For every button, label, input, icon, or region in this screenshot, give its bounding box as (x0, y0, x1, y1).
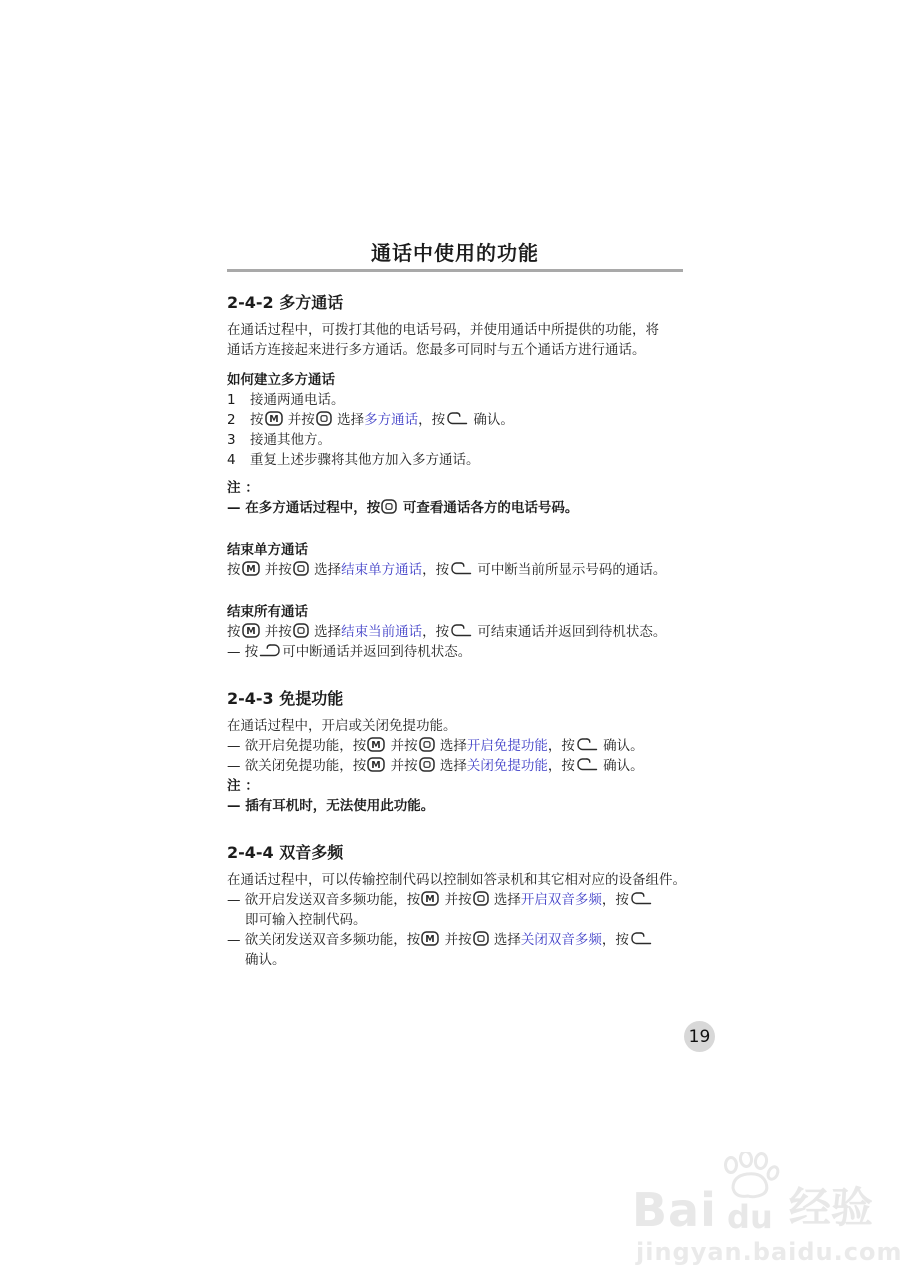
text-run: 可结束通话并返回到待机状态。 (473, 624, 667, 640)
left-softkey-icon (629, 890, 653, 910)
text-line (227, 560, 683, 580)
text-run: — 欲开启发送双音多频功能，按 (227, 892, 421, 908)
text-run: ，按 (547, 738, 575, 754)
text-run: ，按 (422, 562, 450, 578)
text-run: 确认。 (469, 412, 514, 428)
svg-text:M: M (371, 740, 382, 752)
text-run: 选择 (435, 738, 467, 754)
left-softkey-icon (575, 736, 599, 756)
manual-page-content (227, 240, 686, 970)
menu-key-icon (420, 890, 440, 910)
page-number-badge (684, 1021, 715, 1052)
text-run: 即可输入控制代码。 (245, 912, 367, 928)
text-run: 并按 (260, 562, 292, 578)
text-run: 按 (227, 624, 241, 640)
text-run: 可中断通话并返回到待机状态。 (282, 644, 472, 660)
svg-text:M: M (371, 760, 382, 772)
step-number: 2 (227, 412, 236, 428)
step-text (250, 390, 345, 410)
left-softkey-icon (449, 560, 473, 580)
note-label: 注 ： (227, 480, 259, 496)
text-line (227, 340, 683, 360)
step-number: 1 (227, 392, 236, 408)
step-item (227, 410, 683, 430)
step-number: 4 (227, 452, 236, 468)
text-run: 按 (227, 562, 241, 578)
text-line (227, 736, 683, 756)
text-run: — 欲关闭发送双音多频功能，按 (227, 932, 421, 948)
menu-option-ref: 多方通话 (364, 412, 419, 428)
step-item (227, 390, 683, 410)
step-item (227, 450, 683, 470)
text-run: — 按 (227, 644, 259, 660)
text-line (227, 642, 683, 662)
step-number: 3 (227, 432, 236, 448)
left-softkey-icon (445, 410, 469, 430)
subheading-end-single: 结束单方通话 (227, 542, 308, 558)
text-run: 在通话过程中，开启或关闭免提功能。 (227, 718, 457, 734)
text-line (227, 756, 683, 776)
nav-key-icon (472, 890, 490, 910)
text-run: 选择 (435, 758, 467, 774)
menu-key-icon (366, 756, 386, 776)
nav-key-icon (418, 756, 436, 776)
text-line (227, 930, 683, 950)
svg-text:M: M (425, 894, 436, 906)
nav-key-icon (292, 622, 310, 642)
text-run: 通话方连接起来进行多方通话。您最多可同时与五个通话方进行通话。 (227, 342, 646, 358)
text-run: 可查看通话各方的电话号码。 (398, 500, 579, 516)
text-run: 选择 (309, 562, 342, 578)
subheading-end-all: 结束所有通话 (227, 604, 308, 620)
text-run: ，按 (601, 932, 629, 948)
menu-option-ref: 关闭免提功能 (466, 758, 548, 774)
text-run: 按 (250, 412, 264, 428)
nav-key-icon (292, 560, 310, 580)
watermark-jingyan-text: 经验 (788, 1183, 873, 1232)
text-run: — 在多方通话过程中，按 (227, 500, 381, 516)
subheading-how-to: 如何建立多方通话 (227, 372, 335, 388)
text-run: — 欲关闭免提功能，按 (227, 758, 367, 774)
text-line-continuation (227, 910, 683, 930)
text-run: ，按 (601, 892, 629, 908)
paw-icon (719, 1152, 781, 1204)
text-run: 并按 (440, 932, 472, 948)
title-rule (227, 269, 683, 272)
text-run: ，按 (547, 758, 575, 774)
menu-key-icon (241, 560, 261, 580)
page-title: 通话中使用的功能 (371, 241, 539, 265)
text-run: 接通两通电话。 (250, 392, 345, 408)
svg-text:M: M (268, 414, 279, 426)
menu-key-icon (264, 410, 284, 430)
menu-option-ref: 开启免提功能 (466, 738, 548, 754)
text-run: 可中断当前所显示号码的通话。 (473, 562, 667, 578)
step-text (250, 430, 331, 450)
note-label: 注 ： (227, 778, 259, 794)
svg-text:M: M (245, 626, 256, 638)
text-run: 接通其他方。 (250, 432, 331, 448)
text-run: 选择 (332, 412, 365, 428)
nav-key-icon (380, 498, 398, 518)
svg-text:M: M (245, 564, 256, 576)
text-run: 选择 (309, 624, 342, 640)
text-run: 在通话过程中，可拨打其他的电话号码，并使用通话中所提供的功能，将 (227, 322, 659, 338)
nav-key-icon (315, 410, 333, 430)
text-run: 重复上述步骤将其他方加入多方通话。 (250, 452, 480, 468)
text-run: — 插有耳机时，无法使用此功能。 (227, 798, 435, 814)
left-softkey-icon (575, 756, 599, 776)
nav-key-icon (472, 930, 490, 950)
text-line (227, 716, 683, 736)
text-run: ，按 (422, 624, 450, 640)
menu-key-icon (420, 930, 440, 950)
text-run: 确认。 (245, 952, 286, 968)
menu-option-ref: 关闭双音多频 (520, 932, 602, 948)
note-line (227, 796, 683, 816)
text-run: 并按 (386, 758, 418, 774)
text-line (227, 890, 683, 910)
text-run: — 欲开启免提功能，按 (227, 738, 367, 754)
text-run: 并按 (283, 412, 315, 428)
text-line (227, 870, 686, 890)
step-text (250, 410, 514, 430)
text-run: 确认。 (598, 738, 644, 754)
page-number: 19 (688, 1026, 711, 1047)
text-run: 并按 (260, 624, 292, 640)
baidu-jingyan-watermark (632, 1152, 903, 1266)
menu-key-icon (241, 622, 261, 642)
text-line (227, 320, 683, 340)
step-item (227, 430, 683, 450)
end-key-icon (258, 642, 282, 662)
section-heading-dtmf: 2-4-4 双音多频 (227, 843, 344, 862)
text-run: 并按 (386, 738, 418, 754)
text-run: 确认。 (598, 758, 644, 774)
section-heading-multiparty: 2-4-2 多方通话 (227, 293, 344, 312)
text-line-continuation (227, 950, 683, 970)
text-line (227, 622, 683, 642)
text-run: 在通话过程中，可以传输控制代码以控制如答录机和其它相对应的设备组件。 (227, 872, 686, 888)
left-softkey-icon (449, 622, 473, 642)
watermark-bai-text: Bai (632, 1183, 717, 1237)
menu-key-icon (366, 736, 386, 756)
menu-option-ref: 结束当前通话 (341, 624, 423, 640)
watermark-url: jingyan.baidu.com (636, 1238, 903, 1266)
watermark-du-text: du (727, 1198, 773, 1236)
text-run: 并按 (440, 892, 472, 908)
text-run: 选择 (489, 932, 521, 948)
section-heading-handsfree: 2-4-3 免提功能 (227, 689, 344, 708)
left-softkey-icon (629, 930, 653, 950)
text-run: ，按 (418, 412, 446, 428)
menu-option-ref: 结束单方通话 (341, 562, 423, 578)
menu-option-ref: 开启双音多频 (520, 892, 602, 908)
text-run: 选择 (489, 892, 521, 908)
step-text (250, 450, 480, 470)
nav-key-icon (418, 736, 436, 756)
note-line (227, 498, 683, 518)
svg-text:M: M (425, 934, 436, 946)
